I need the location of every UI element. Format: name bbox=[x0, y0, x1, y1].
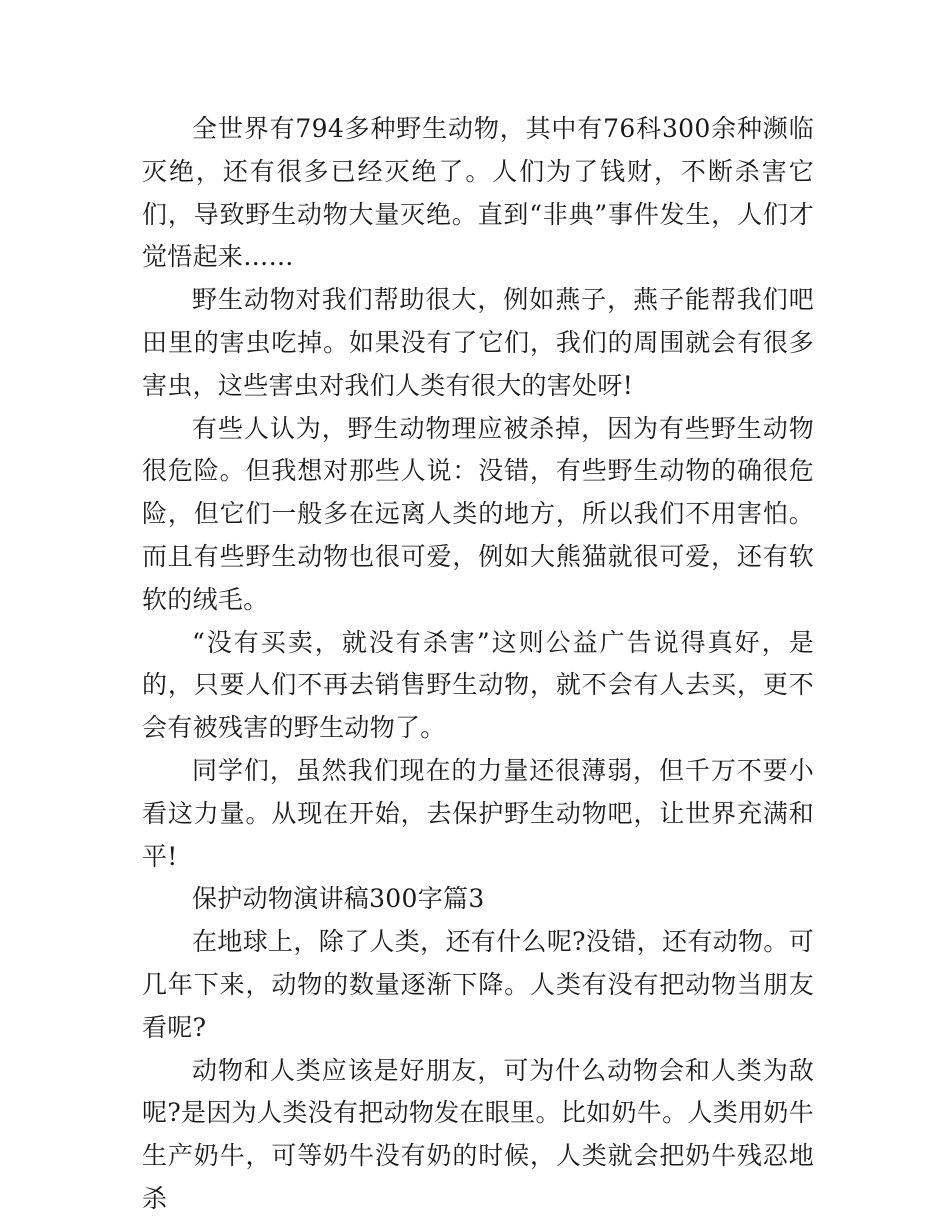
paragraph: 全世界有794多种野生动物，其中有76科300余种濒临灭绝，还有很多已经灭绝了。人们为了钱财，不断杀害它们，导致野生动物大量灭绝。直到“非典”事件发生，人们才觉悟起来…… bbox=[142, 114, 814, 272]
paragraph: 在地球上，除了人类，还有什么呢?没错，还有动物。可几年下来，动物的数量逐渐下降。人类有没有把动物当朋友看呢? bbox=[142, 927, 814, 1042]
paragraph: 野生动物对我们帮助很大，例如燕子，燕子能帮我们吧田里的害虫吃掉。如果没有了它们，我们的周围就会有很多害虫，这些害虫对我们人类有很大的害处呀! bbox=[142, 285, 814, 400]
section-heading: 保护动物演讲稿300字篇3 bbox=[192, 884, 485, 914]
paragraph: 动物和人类应该是好朋友，可为什么动物会和人类为敌呢?是因为人类没有把动物发在眼里。比如奶牛。人类用奶牛生产奶牛，可等奶牛没有奶的时候，人类就会把奶牛残忍地杀 bbox=[142, 1055, 814, 1213]
document-body bbox=[142, 108, 814, 1221]
paragraph: “没有买卖，就没有杀害”这则公益广告说得真好，是的，只要人们不再去销售野生动物，就不会有人去买，更不会有被残害的野生动物了。 bbox=[142, 627, 814, 743]
paragraph: 有些人认为，野生动物理应被杀掉，因为有些野生动物很危险。但我想对那些人说：没错，有些野生动物的确很危险，但它们一般多在远离人类的地方，所以我们不用害怕。而且有些野生动物也很可爱，例如大熊猫就很可爱，还有软软的绒毛。 bbox=[142, 413, 814, 614]
paragraph: 同学们，虽然我们现在的力量还很薄弱，但千万不要小看这力量。从现在开始，去保护野生动物吧，让世界充满和平! bbox=[142, 755, 814, 871]
